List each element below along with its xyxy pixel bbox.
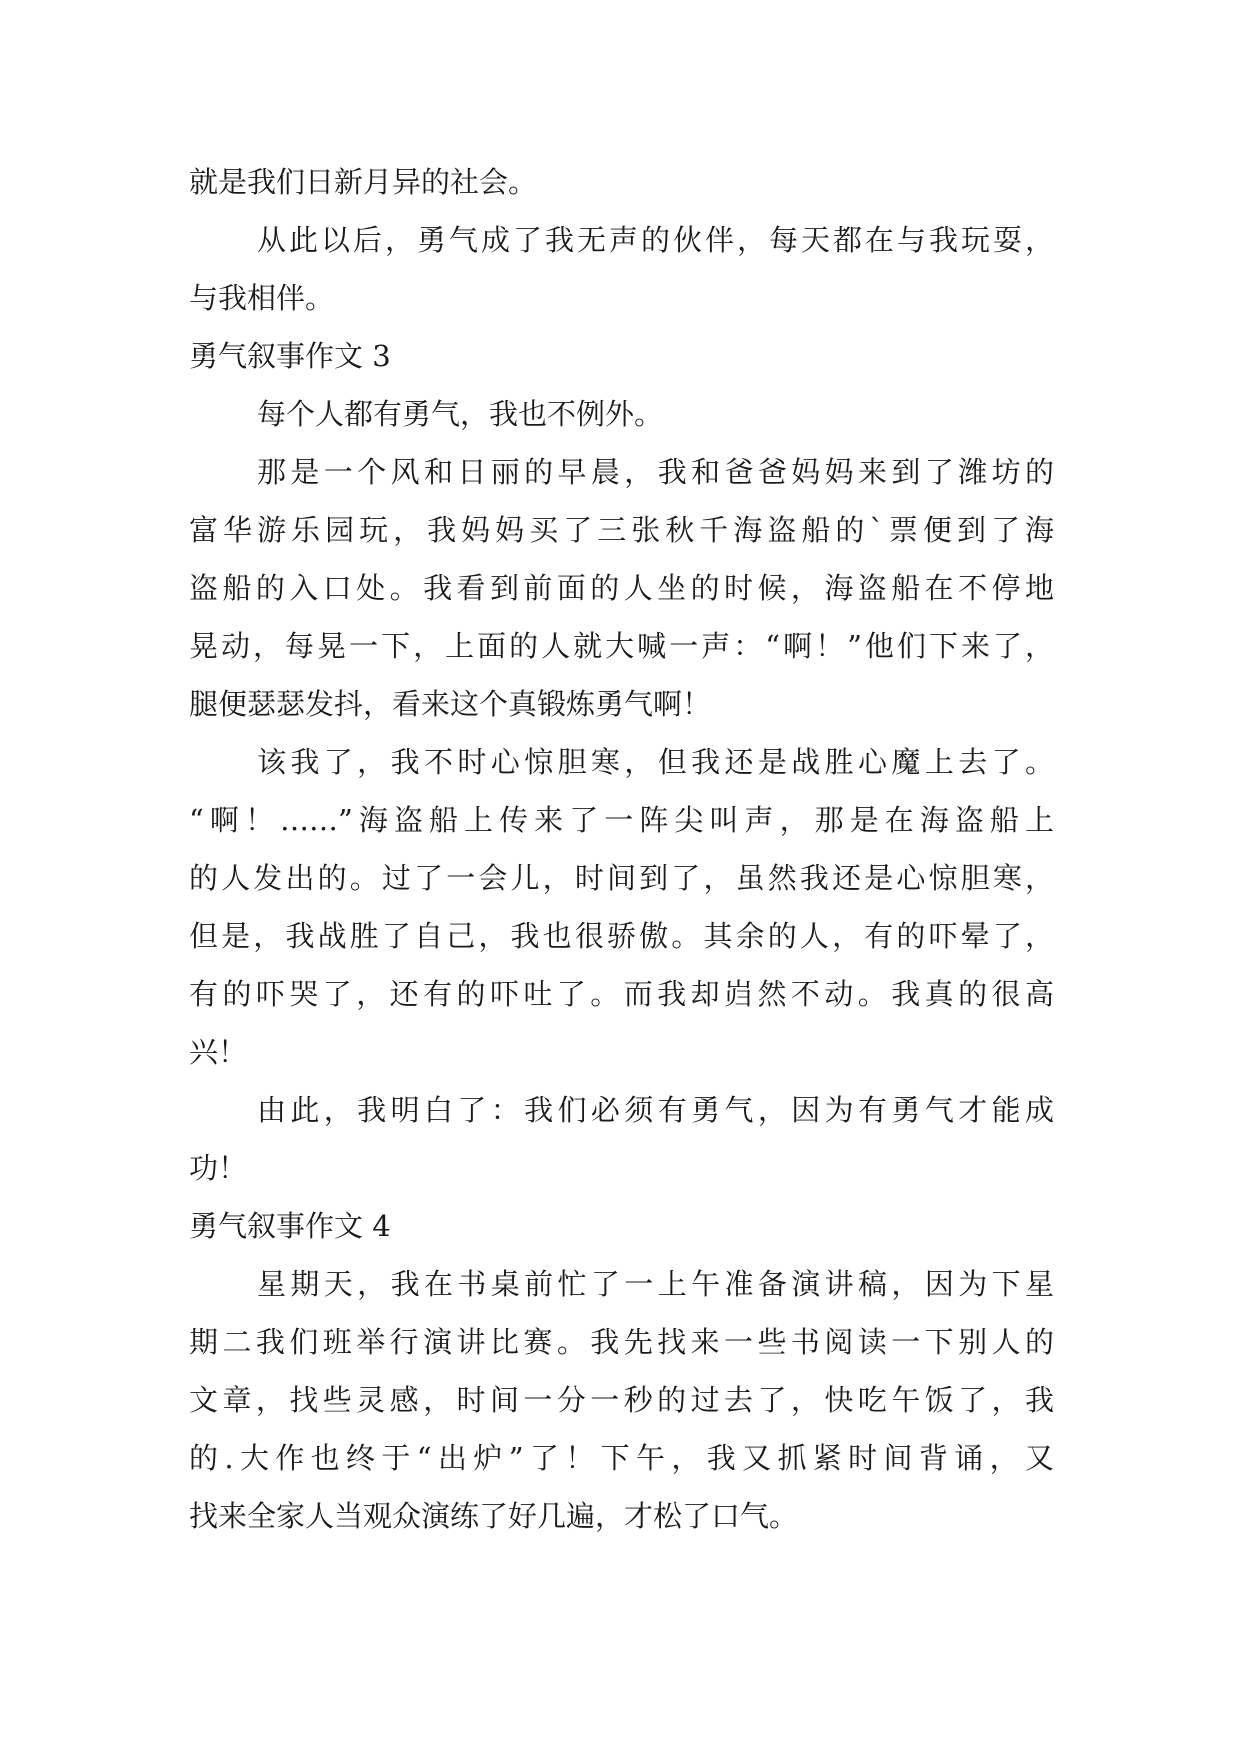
- text-line: 由此，我明白了：我们必须有勇气，因为有勇气才能成: [257, 1093, 1054, 1127]
- text-line: 但是，我战胜了自己，我也很骄傲。其余的人，有的吓晕了，: [189, 919, 1054, 953]
- text-line: 功！: [189, 1151, 248, 1185]
- text-line: 就是我们日新月异的社会。: [189, 165, 538, 199]
- section-heading: 勇气叙事作文 4: [189, 1209, 391, 1243]
- text-line: 期二我们班举行演讲比赛。我先找来一些书阅读一下别人的: [189, 1325, 1054, 1359]
- text-line: “啊！……”海盗船上传来了一阵尖叫声，那是在海盗船上: [189, 803, 1054, 837]
- text-line: 与我相伴。: [189, 281, 335, 315]
- text-line: 的.大作也终于“出炉”了！下午，我又抓紧时间背诵，又: [189, 1441, 1054, 1475]
- text-line: 腿便瑟瑟发抖，看来这个真锻炼勇气啊！: [189, 687, 712, 721]
- text-line: 盗船的入口处。我看到前面的人坐的时候，海盗船在不停地: [189, 571, 1054, 605]
- text-line: 该我了，我不时心惊胆寒，但我还是战胜心魔上去了。: [257, 745, 1054, 779]
- text-line: 晃动，每晃一下，上面的人就大喊一声：“啊！”他们下来了，: [189, 629, 1054, 663]
- text-line: 找来全家人当观众演练了好几遍，才松了口气。: [189, 1499, 799, 1533]
- text-line: 每个人都有勇气，我也不例外。: [257, 397, 664, 431]
- text-line: 那是一个风和日丽的早晨，我和爸爸妈妈来到了潍坊的: [257, 455, 1054, 489]
- document-body: [189, 153, 1054, 1545]
- text-line: 从此以后，勇气成了我无声的伙伴，每天都在与我玩耍，: [257, 223, 1054, 257]
- text-line: 兴！: [189, 1035, 248, 1069]
- text-line: 富华游乐园玩，我妈妈买了三张秋千海盗船的`票便到了海: [189, 513, 1054, 547]
- text-line: 有的吓哭了，还有的吓吐了。而我却岿然不动。我真的很高: [189, 977, 1054, 1011]
- section-heading: 勇气叙事作文 3: [189, 339, 391, 373]
- text-line: 的人发出的。过了一会儿，时间到了，虽然我还是心惊胆寒，: [189, 861, 1054, 895]
- text-line: 文章，找些灵感，时间一分一秒的过去了，快吃午饭了，我: [189, 1383, 1054, 1417]
- text-line: 星期天，我在书桌前忙了一上午准备演讲稿，因为下星: [257, 1267, 1054, 1301]
